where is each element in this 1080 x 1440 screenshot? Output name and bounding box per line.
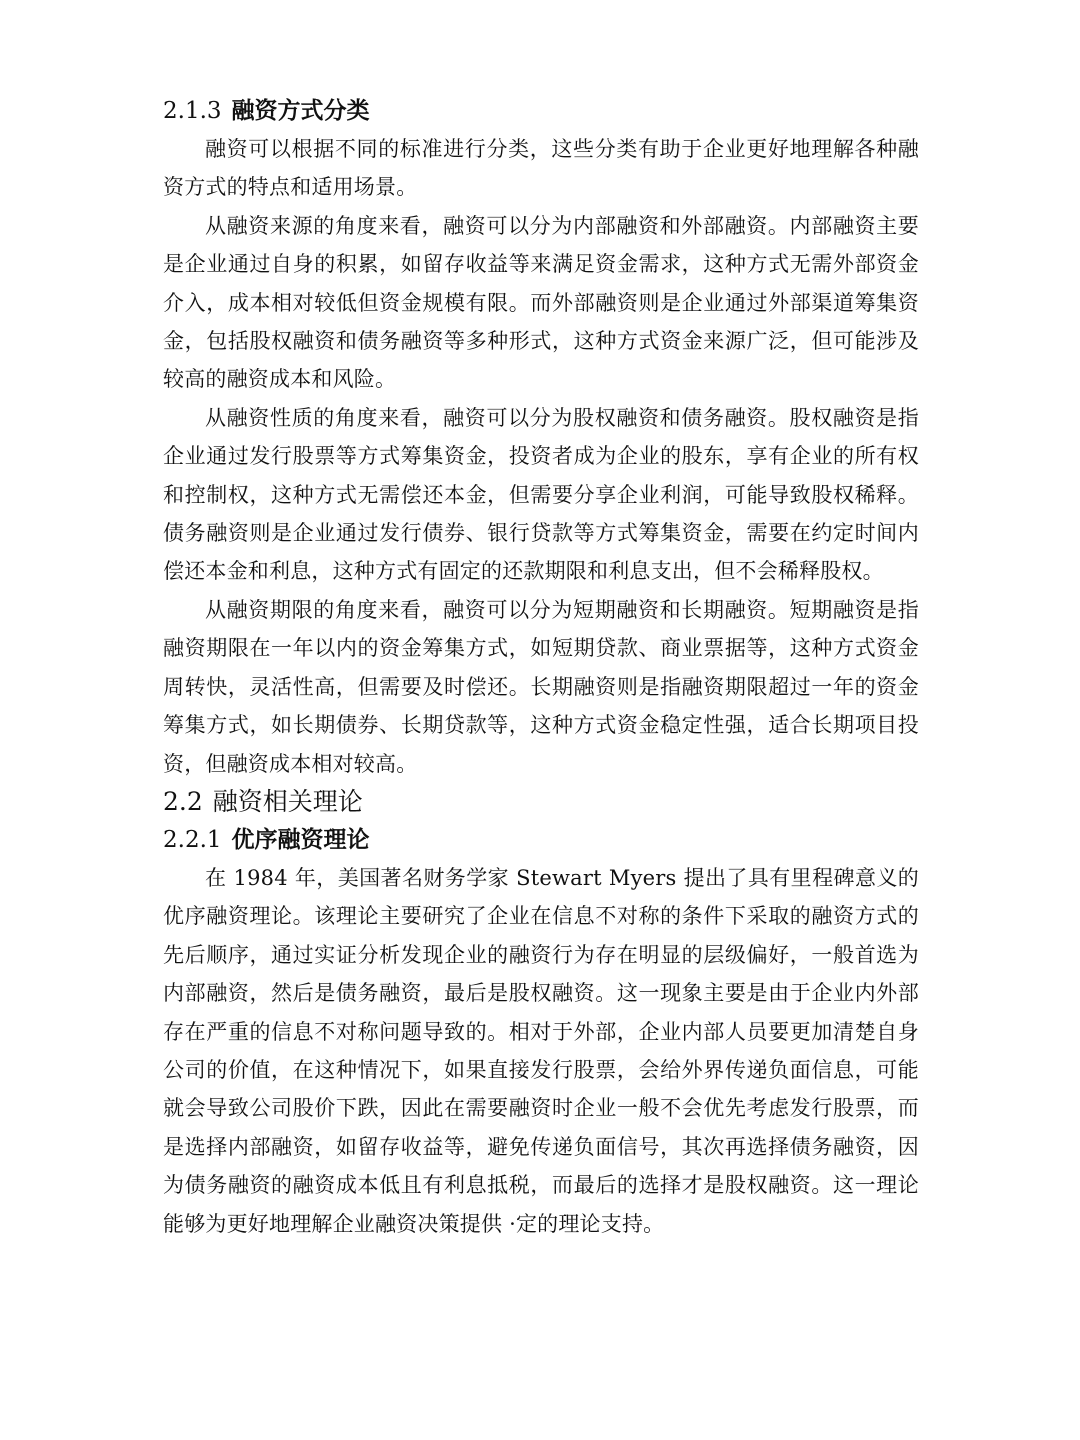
paragraph: 从融资性质的角度来看，融资可以分为股权融资和债务融资。股权融资是指企业通过发行股票等方式筹集资金，投资者成为企业的股东，享有企业的所有权和控制权，这种方式无需偿还本金，但需要分享企业利润，可能导致股权稀释。债务融资则是企业通过发行债券、银行贷款等方式筹集资金，需要在约定时间内偿还本金和利息，这种方式有固定的还款期限和利息支出，但不会稀释股权。 [163,405,919,584]
paragraph: 融资可以根据不同的标准进行分类，这些分类有助于企业更好地理解各种融资方式的特点和适用场景。 [163,137,919,200]
document-page [163,92,919,1243]
section-title: 融资方式分类 [231,97,370,124]
section-number: 2.2.1 [163,826,222,853]
section-number: 2.1.3 [163,98,222,124]
section-title: 融资相关理论 [212,786,363,816]
paragraph: 从融资期限的角度来看，融资可以分为短期融资和长期融资。短期融资是指融资期限在一年以内的资金筹集方式，如短期贷款、商业票据等，这种方式资金周转快，灵活性高，但需要及时偿还。长期融资则是指融资期限超过一年的资金筹集方式，如长期债券、长期贷款等，这种方式资金稳定性强，适合长期项目投资，但融资成本相对较高。 [163,597,919,776]
paragraph: 在 1984 年，美国著名财务学家 Stewart Myers 提出了具有里程碑意义的优序融资理论。该理论主要研究了企业在信息不对称的条件下采取的融资方式的先后顺序，通过实证分析发现企业的融资行为存在明显的层级偏好，一般首选为内部融资，然后是债务融资，最后是股权融资。这一现象主要是由于企业内外部存在严重的信息不对称问题导致的。相对于外部，企业内部人员要更加清楚自身公司的价值，在这种情况下，如果直接发行股票，会给外界传递负面信息，可能就会导致公司股价下跌，因此在需要融资时企业一般不会优先考虑发行股票，而是选择内部融资，如留存收益等，避免传递负面信号，其次再选择债务融资，因为债务融资的融资成本低且有利息抵税，而最后的选择才是股权融资。这一理论能够为更好地理解企业融资决策提供 ·定的理论支持。 [163,865,919,1236]
section-number: 2.2 [163,786,203,816]
section-heading-2-2 [163,783,919,821]
section-title: 优序融资理论 [231,825,370,853]
section-heading-2-1-3 [163,92,919,130]
paragraph: 从融资来源的角度来看，融资可以分为内部融资和外部融资。内部融资主要是企业通过自身的积累，如留存收益等来满足资金需求，这种方式无需外部资金介入，成本相对较低但资金规模有限。而外部融资则是企业通过外部渠道筹集资金，包括股权融资和债务融资等多种形式，这种方式资金来源广泛，但可能涉及较高的融资成本和风险。 [163,213,919,392]
section-heading-2-2-1 [163,821,919,859]
